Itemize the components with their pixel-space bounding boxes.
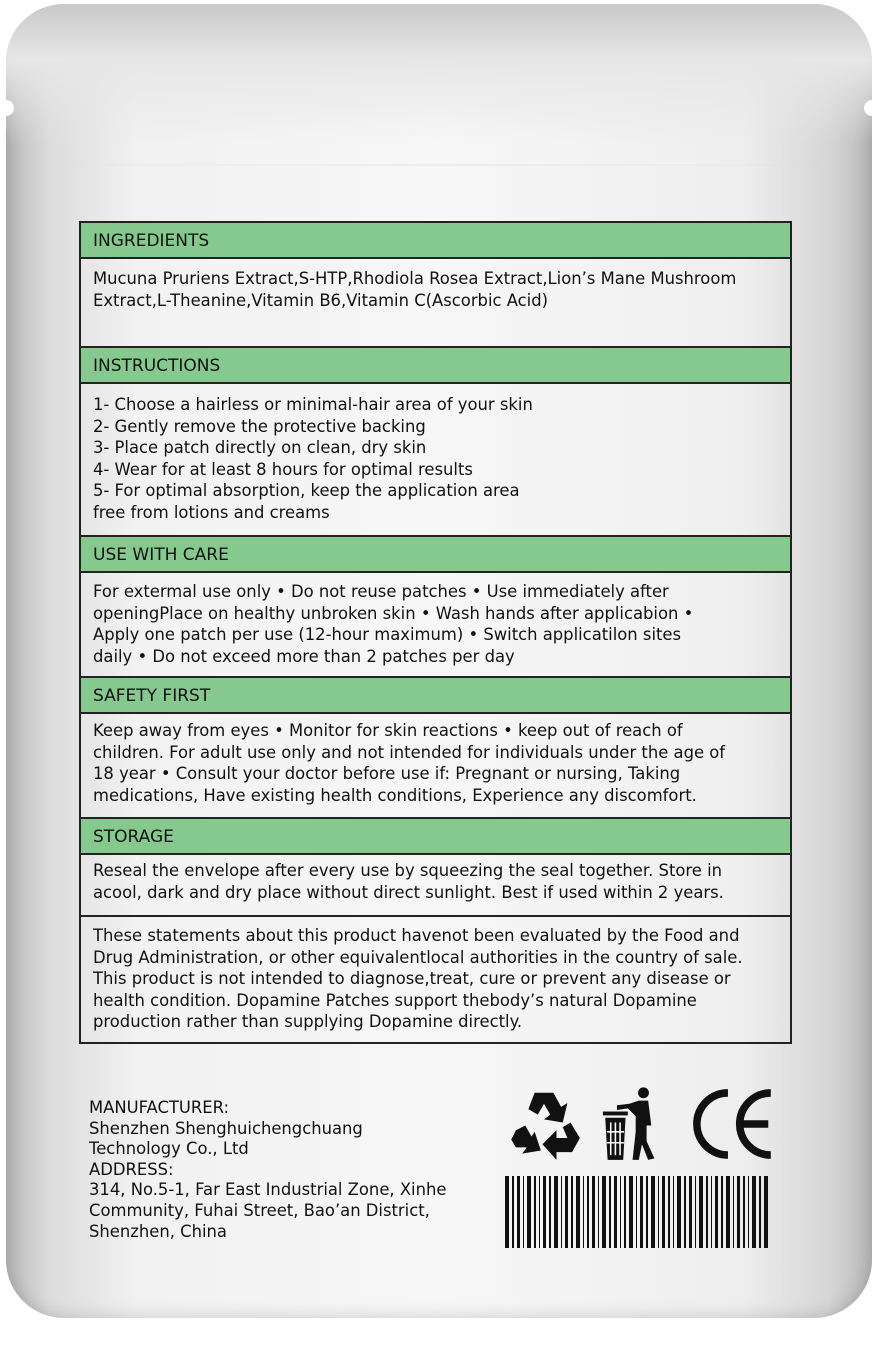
- address-label: ADDRESS:: [89, 1159, 174, 1179]
- use-with-care-line: For extermal use only • Do not reuse patches • Use immediately after: [93, 582, 669, 601]
- disclaimer-line: health condition. Dopamine Patches support thebody’s natural Dopamine: [93, 990, 697, 1010]
- safety-first-header: SAFETY FIRST: [81, 678, 790, 714]
- label-panel: [79, 221, 792, 1044]
- symbol-row: [505, 1085, 775, 1163]
- ingredients-line: Mucuna Pruriens Extract,S-HTP,Rhodiola Rosea Extract,Lion’s Mane Mushroom: [93, 269, 737, 288]
- safety-first-body: [81, 714, 790, 819]
- instruction-line: free from lotions and creams: [93, 502, 330, 522]
- instructions-body: [81, 384, 790, 537]
- manufacturer-name: Technology Co., Ltd: [89, 1139, 249, 1159]
- tear-notch-right: [864, 100, 878, 116]
- manufacturer-info: [89, 1098, 489, 1242]
- zip-seal-line: [36, 164, 842, 166]
- ce-mark-icon: [691, 1085, 775, 1163]
- safety-line: children. For adult use only and not intended for individuals under the age of: [93, 742, 726, 762]
- address-line: Shenzhen, China: [89, 1221, 227, 1241]
- safety-line: Keep away from eyes • Monitor for skin reactions • keep out of reach of: [93, 721, 683, 740]
- manufacturer-label: MANUFACTURER:: [89, 1098, 230, 1117]
- ingredients-body: [81, 259, 790, 348]
- ingredients-header: INGREDIENTS: [81, 223, 790, 259]
- storage-header: STORAGE: [81, 819, 790, 855]
- address-line: 314, No.5-1, Far East Industrial Zone, Xinhe: [89, 1180, 447, 1200]
- storage-body: [81, 855, 790, 917]
- use-with-care-line: Apply one patch per use (12-hour maximum) • Switch applicatilon sites: [93, 625, 682, 645]
- pouch-top-shade: [6, 4, 872, 144]
- instructions-header: INSTRUCTIONS: [81, 348, 790, 384]
- ingredients-line: Extract,L-Theanine,Vitamin B6,Vitamin C(Ascorbic Acid): [93, 290, 549, 310]
- address-line: Community, Fuhai Street, Bao’an District,: [89, 1200, 430, 1220]
- barcode: [505, 1176, 769, 1248]
- safety-line: 18 year • Consult your doctor before use if: Pregnant or nursing, Taking: [93, 764, 681, 784]
- use-with-care-line: openingPlace on healthy unbroken skin • Wash hands after applicabion •: [93, 603, 694, 623]
- disclaimer-line: production rather than supplying Dopamine directly.: [93, 1012, 523, 1032]
- disclaimer-line: These statements about this product havenot been evaluated by the Food and: [93, 926, 740, 945]
- use-with-care-header: USE WITH CARE: [81, 537, 790, 573]
- disclaimer-body: [81, 917, 790, 1042]
- storage-line: Reseal the envelope after every use by squeezing the seal together. Store in: [93, 861, 723, 880]
- use-with-care-body: [81, 573, 790, 678]
- instruction-line: 1- Choose a hairless or minimal-hair area of your skin: [93, 395, 533, 414]
- instruction-line: 2- Gently remove the protective backing: [93, 416, 426, 436]
- recycle-icon: [505, 1085, 583, 1163]
- trash-bin-icon: [598, 1085, 664, 1163]
- instruction-line: 3- Place patch directly on clean, dry skin: [93, 438, 427, 458]
- safety-line: medications, Have existing health conditions, Experience any discomfort.: [93, 785, 697, 805]
- use-with-care-line: daily • Do not exceed more than 2 patches per day: [93, 646, 515, 666]
- manufacturer-name: Shenzhen Shenghuichengchuang: [89, 1118, 363, 1138]
- disclaimer-line: This product is not intended to diagnose,treat, cure or prevent any disease or: [93, 969, 731, 989]
- instruction-line: 5- For optimal absorption, keep the application area: [93, 481, 520, 501]
- storage-line: acool, dark and dry place without direct sunlight. Best if used within 2 years.: [93, 882, 724, 902]
- instruction-line: 4- Wear for at least 8 hours for optimal results: [93, 459, 473, 479]
- disclaimer-line: Drug Administration, or other equivalentlocal authorities in the country of sale.: [93, 947, 743, 967]
